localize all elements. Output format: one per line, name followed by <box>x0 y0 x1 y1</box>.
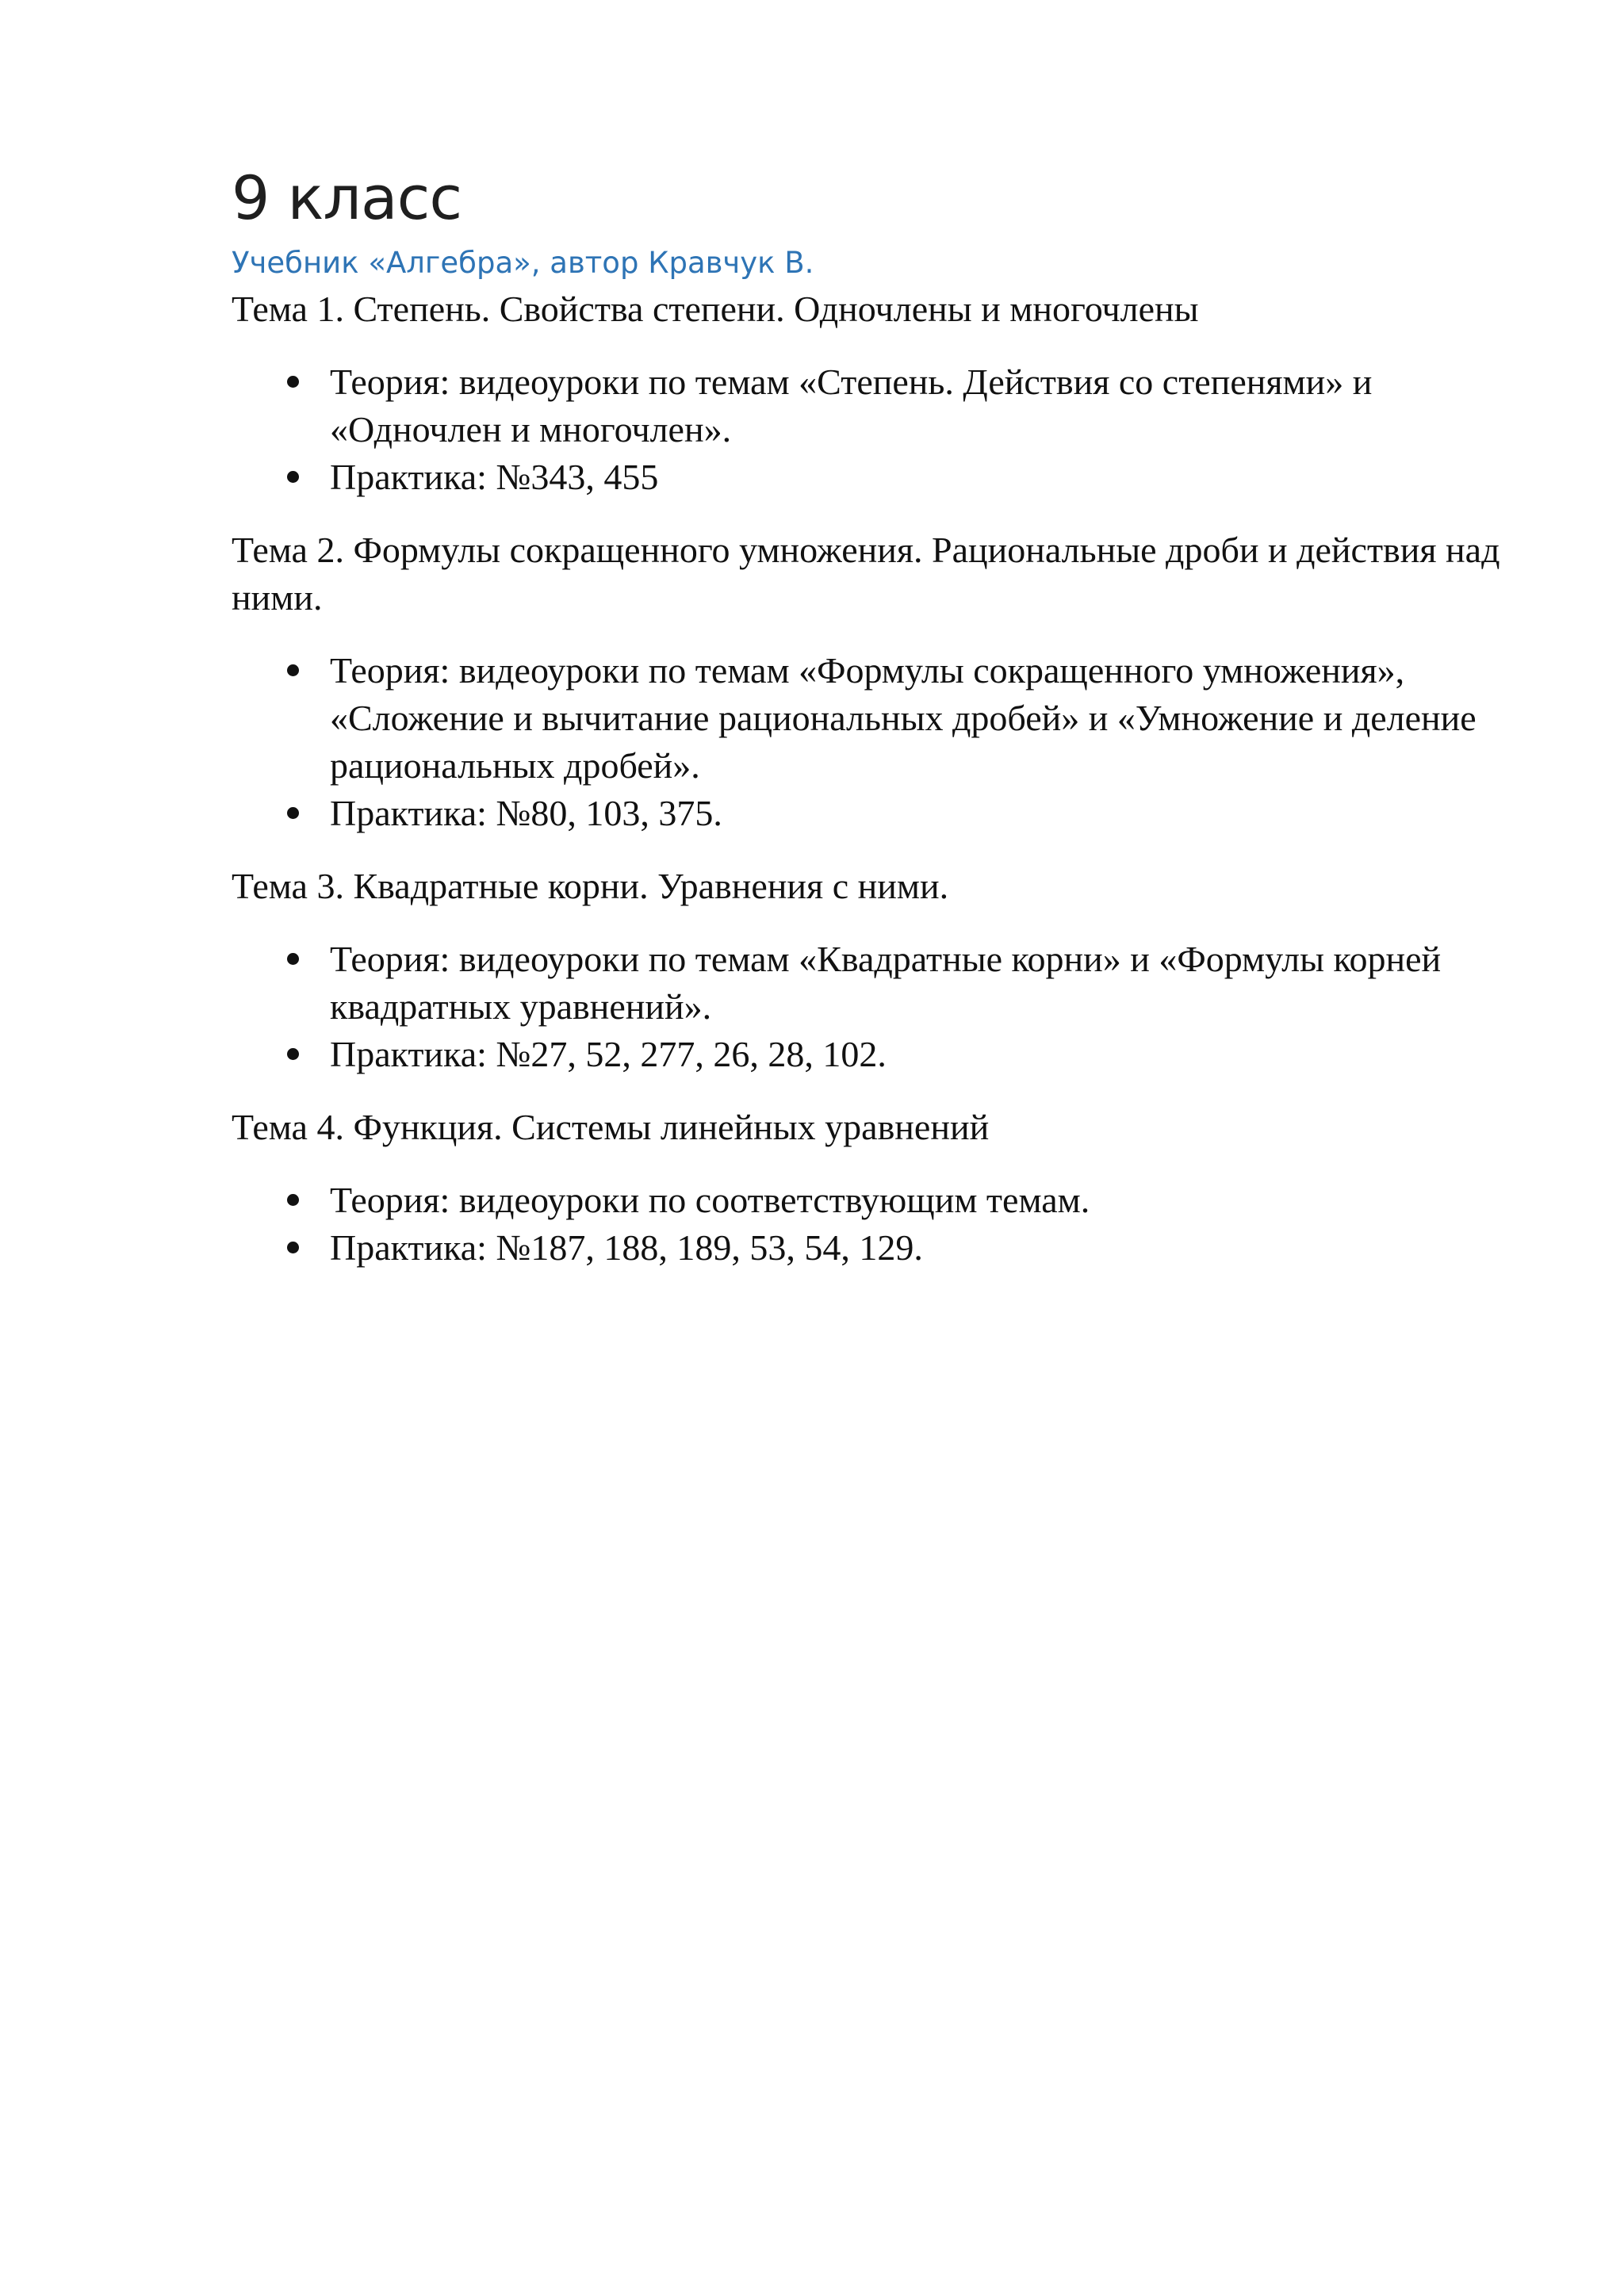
list-item-text: Теория: видеоуроки по темам «Степень. Действия со степенями» и «Одночлен и многочлен». <box>330 362 1373 450</box>
topic-list-2 <box>232 647 1532 837</box>
document-content <box>232 159 1532 1272</box>
topic-list-1 <box>232 358 1532 501</box>
bullet-icon <box>287 953 299 965</box>
list-item <box>232 453 1532 501</box>
bullet-icon <box>287 807 299 819</box>
list-item <box>232 936 1532 1031</box>
topic-list-3 <box>232 936 1532 1078</box>
list-item <box>232 358 1532 453</box>
topic-list-4 <box>232 1177 1532 1272</box>
topic-heading-3: Тема 3. Квадратные корни. Уравнения с ними. <box>232 866 949 906</box>
document-subtitle: Учебник «Алгебра», автор Кравчук В. <box>232 246 814 280</box>
topic-heading-4: Тема 4. Функция. Системы линейных уравнений <box>232 1107 990 1147</box>
list-item <box>232 1031 1532 1078</box>
bullet-icon <box>287 376 299 388</box>
topic-heading-1: Тема 1. Степень. Свойства степени. Одночлены и многочлены <box>232 289 1199 329</box>
list-item <box>232 1224 1532 1272</box>
list-item <box>232 647 1532 790</box>
bullet-icon <box>287 664 299 676</box>
bullet-icon <box>287 1242 299 1253</box>
list-item-text: Теория: видеоуроки по темам «Квадратные корни» и «Формулы корней квадратных уравнений». <box>330 939 1442 1027</box>
list-item-text: Практика: №343, 455 <box>330 457 659 497</box>
topic-heading-2: Тема 2. Формулы сокращенного умножения. Рациональные дроби и действия над ними. <box>232 530 1500 618</box>
list-item <box>232 790 1532 837</box>
bullet-icon <box>287 1194 299 1206</box>
list-item <box>232 1177 1532 1224</box>
list-item-text: Теория: видеоуроки по соответствующим темам. <box>330 1180 1090 1220</box>
page-title: 9 класс <box>232 163 462 233</box>
bullet-icon <box>287 1048 299 1060</box>
list-item-text: Теория: видеоуроки по темам «Формулы сокращенного умножения», «Сложение и вычитание рациональных дробей» и «Умножение и деление рациональных дробей». <box>330 650 1477 786</box>
list-item-text: Практика: №80, 103, 375. <box>330 793 722 833</box>
bullet-icon <box>287 471 299 483</box>
list-item-text: Практика: №27, 52, 277, 26, 28, 102. <box>330 1034 887 1074</box>
list-item-text: Практика: №187, 188, 189, 53, 54, 129. <box>330 1227 923 1268</box>
